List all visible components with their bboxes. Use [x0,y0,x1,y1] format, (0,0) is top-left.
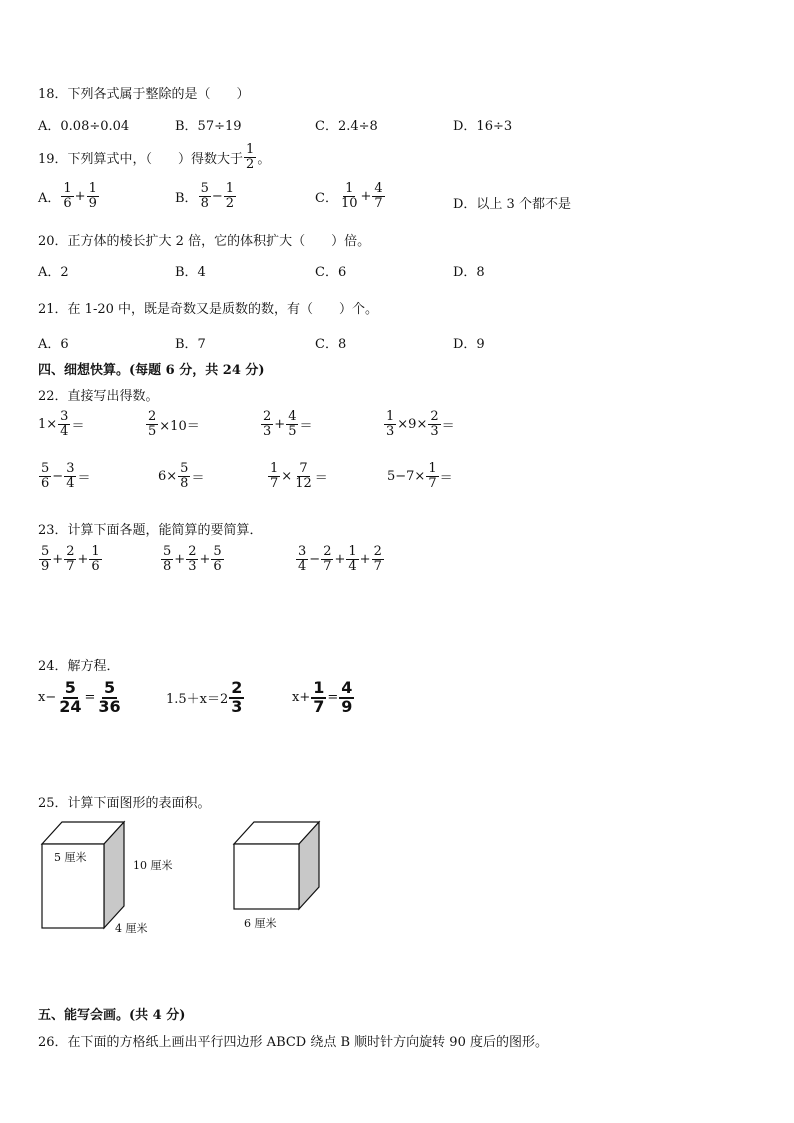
denominator: 7 [428,475,437,491]
prefix: x− [38,690,57,706]
operator: + [174,551,186,567]
suffix: ＝ [71,418,85,434]
denominator: 12 [295,475,312,491]
operator: + [274,416,286,432]
q22-expr-8 [387,462,453,490]
denominator: 7 [270,475,279,491]
prefix: 6× [158,468,178,484]
q24-equation-2 [166,680,245,716]
fraction [339,182,360,210]
numerator: 2 [430,409,439,424]
option-label: A． [38,190,61,206]
fraction [211,545,223,573]
numerator: 5 [213,544,222,559]
numerator: 5 [103,678,116,697]
q22-expr-2 [145,410,200,438]
operator: − [309,551,321,567]
q22-expr-5 [38,462,90,490]
denominator: 7 [66,558,75,574]
operator: − [52,468,64,484]
denominator: 9 [41,558,50,574]
fraction [296,545,308,573]
fraction [346,545,358,573]
denominator: 2 [225,195,235,211]
fraction [224,182,236,210]
operator: ×9× [397,416,428,432]
denominator: 3 [430,423,439,439]
numerator: 5 [200,181,209,196]
denominator: 8 [200,195,209,211]
denominator: 10 [340,195,358,211]
q21-option-b: B．7 [175,337,206,352]
denominator: 4 [348,558,357,574]
q26-stem: 26．在下面的方格纸上画出平行四边形 ABCD 绕点 B 顺时针方向旋转 90 度后的图形。 [38,1035,548,1050]
numerator: 1 [313,678,325,697]
section-4-heading: 四、细想快算。(每题 6 分，共 24 分) [38,363,265,378]
fraction [186,545,198,573]
fraction [426,462,438,490]
denominator: 9 [88,195,97,211]
q18-option-a: A．0.08÷0.04 [38,119,130,134]
denominator: 9 [341,696,353,716]
q20-stem: 20．正方体的棱长扩大 2 倍，它的体积扩大（ ）倍。 [38,234,371,249]
q20-option-a: A．2 [38,265,69,280]
q22-expr-6 [158,462,204,490]
option-label: C． [315,190,338,206]
q22-stem: 22．直接写出得数。 [38,389,159,404]
denominator: 3 [386,423,395,439]
numerator: 5 [41,544,50,559]
numerator: 2 [263,409,272,424]
numerator: 4 [341,678,353,697]
q21-option-d: D．9 [453,337,485,352]
fraction [61,182,73,210]
suffix: ＝ [299,418,313,434]
prefix: 1.5＋x＝2 [166,692,229,708]
numerator: 1 [246,142,255,157]
numerator: 3 [66,461,75,476]
denominator: 4 [66,475,75,491]
cuboid-depth-label: 4 厘米 [115,922,148,935]
numerator: 4 [288,409,297,424]
prefix: 5−7× [387,468,426,484]
fraction [146,410,158,438]
numerator: 1 [63,181,72,196]
q24-equation-1 [38,680,124,716]
numerator: 2 [188,544,197,559]
numerator: 1 [348,544,357,559]
q25-stem: 25．计算下面图形的表面积。 [38,796,211,811]
fraction [372,545,384,573]
numerator: 1 [428,461,437,476]
operator: + [334,551,346,567]
q23-expr-3 [295,545,385,573]
denominator: 6 [63,195,72,211]
numerator: 7 [299,461,308,476]
denominator: 6 [91,558,100,574]
denominator: 8 [180,475,189,491]
q22-expr-1 [38,410,84,438]
prefix: x+ [292,690,311,706]
fraction [261,410,273,438]
suffix: ＝ [441,418,455,434]
q24-stem: 24．解方程． [38,659,120,674]
numerator: 2 [148,409,157,424]
q19-stem-end: 。 [257,151,271,167]
numerator: 3 [60,409,69,424]
cuboid-height-label: 10 厘米 [133,859,173,872]
fraction [372,182,384,210]
fraction [311,680,326,716]
fraction [64,545,76,573]
numerator: 5 [41,461,50,476]
q23-expr-1 [38,545,103,573]
denominator: 4 [298,558,307,574]
numerator: 2 [231,678,243,697]
cube-figure [230,818,325,918]
denominator: 3 [188,558,197,574]
suffix: ×10＝ [159,418,200,434]
fraction [339,680,354,716]
fraction [39,545,51,573]
numerator: 1 [91,544,100,559]
numerator: 1 [386,409,395,424]
q19-stem-text: 19．下列算式中，（ ）得数大于 [38,151,244,167]
fraction [39,462,51,490]
fraction [178,462,190,490]
section-5-heading: 五、能写会画。(共 4 分) [38,1008,186,1023]
denominator: 6 [41,475,50,491]
q22-expr-3 [260,410,312,438]
fraction [268,462,280,490]
q19-option-c [315,182,386,210]
fraction [87,182,99,210]
numerator: 2 [323,544,332,559]
q18-stem: 18．下列各式属于整除的是（ ） [38,87,250,102]
q19-stem [38,143,270,171]
q20-option-b: B．4 [175,265,206,280]
q23-stem: 23．计算下面各题，能简算的要简算． [38,523,263,538]
fraction [58,410,70,438]
numerator: 4 [374,181,383,196]
fraction [161,545,173,573]
fraction [89,545,101,573]
q22-expr-4 [383,410,455,438]
fraction [96,680,122,716]
prefix: 1× [38,416,58,432]
denominator: 24 [59,696,82,716]
q19-stem-fraction [244,143,256,171]
fraction [321,545,333,573]
numerator: 1 [225,181,235,196]
q19-option-b [175,182,237,210]
denominator: 5 [148,423,157,439]
fraction [286,410,298,438]
q21-option-c: C．8 [315,337,347,352]
operator: × [281,468,293,484]
q21-option-a: A．6 [38,337,69,352]
denominator: 36 [98,696,121,716]
fraction [229,680,244,716]
operator: + [77,551,89,567]
operator: − [211,188,223,204]
q18-option-c: C．2.4÷8 [315,119,378,134]
q18-option-b: B．57÷19 [175,119,242,134]
q18-option-d: D．16÷3 [453,119,513,134]
q19-option-a [38,182,100,210]
denominator: 7 [374,195,383,211]
numerator: 5 [163,544,172,559]
numerator: 1 [270,461,279,476]
denominator: 3 [231,696,243,716]
fraction [384,410,396,438]
numerator: 5 [180,461,189,476]
denominator: 4 [60,423,69,439]
q21-stem: 21．在 1-20 中，既是奇数又是质数的数，有（ ）个。 [38,302,379,317]
operator: + [199,551,211,567]
denominator: 6 [213,558,222,574]
denominator: 8 [163,558,172,574]
denominator: 2 [246,156,255,172]
q24-equation-3 [292,680,355,716]
numerator: 2 [66,544,75,559]
denominator: 7 [323,558,332,574]
equals-sign: = [84,690,96,706]
denominator: 5 [288,423,297,439]
numerator: 3 [298,544,307,559]
cuboid-width-label: 5 厘米 [54,851,87,864]
fraction [64,462,76,490]
denominator: 3 [263,423,272,439]
numerator: 1 [345,181,354,196]
fraction [428,410,440,438]
suffix: ＝ [191,470,205,486]
denominator: 7 [313,696,325,716]
suffix: ＝ [439,470,453,486]
fraction [57,680,83,716]
operator: + [52,551,64,567]
option-label: B． [175,190,198,206]
operator: + [360,188,372,204]
suffix: ＝ [77,470,91,486]
fraction [293,462,314,490]
denominator: 7 [373,558,382,574]
cube-edge-label: 6 厘米 [244,917,277,930]
operator: + [359,551,371,567]
numerator: 2 [373,544,382,559]
cube-front-face [234,844,299,909]
operator: + [74,188,86,204]
q23-expr-2 [160,545,225,573]
fraction [199,182,211,210]
numerator: 5 [64,678,76,697]
equals-sign: = [327,690,339,706]
q22-expr-7 [267,462,328,490]
q19-option-d: D．以上 3 个都不是 [453,197,571,212]
q20-option-c: C．6 [315,265,347,280]
numerator: 1 [88,181,97,196]
q20-option-d: D．8 [453,265,485,280]
suffix: ＝ [314,470,328,486]
